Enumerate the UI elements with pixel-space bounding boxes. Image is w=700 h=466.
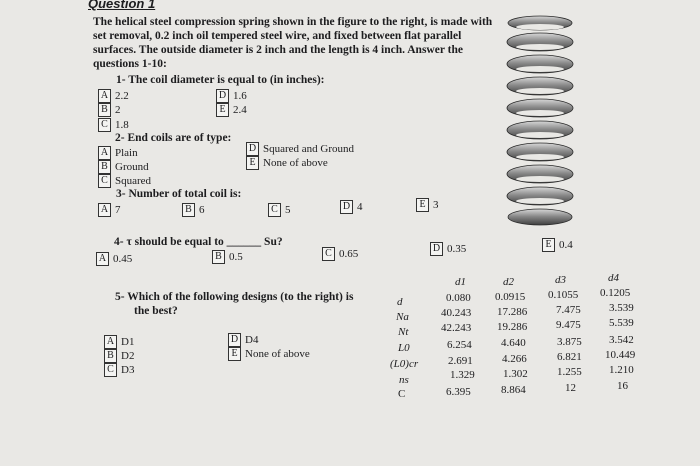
cell-d4-l0: 3.542 xyxy=(609,334,634,346)
row-label-l0cr: (L0)cr xyxy=(390,358,419,370)
q3-option-a[interactable] xyxy=(98,203,121,217)
row-label-d: d xyxy=(397,296,403,308)
cell-d3-c: 12 xyxy=(565,382,576,394)
q5-option-e[interactable] xyxy=(228,347,310,361)
q5-option-a-key: A xyxy=(104,335,117,349)
q2-option-b-value: Ground xyxy=(115,161,149,173)
q5-option-d-value: D4 xyxy=(245,334,259,346)
q5-option-b-value: D2 xyxy=(121,350,135,362)
q4-blank: ______ xyxy=(226,236,262,248)
q2-option-e[interactable] xyxy=(246,156,328,170)
q2-option-d-key: D xyxy=(246,142,259,156)
q3-option-a-value: 7 xyxy=(115,204,121,216)
q4-question: 4- τ should be equal to xyxy=(114,236,224,248)
q5-text-line1: 5- Which of the following designs (to the right) is xyxy=(115,291,354,303)
q4-option-d-value: 0.35 xyxy=(447,243,467,255)
q1-option-c-value: 1.8 xyxy=(115,119,129,131)
q4-option-b[interactable] xyxy=(212,250,243,264)
q2-option-e-key: E xyxy=(246,156,259,170)
q4-option-c-value: 0.65 xyxy=(339,248,359,260)
q1-option-c-key: C xyxy=(98,118,111,132)
q4-option-e[interactable] xyxy=(542,238,573,252)
row-label-l0: L0 xyxy=(398,342,410,354)
q4-option-a-value: 0.45 xyxy=(113,253,133,265)
q3-option-c-key: C xyxy=(268,203,281,217)
q5-option-b-key: B xyxy=(104,349,117,363)
q5-option-b[interactable] xyxy=(104,349,134,363)
q3-option-c-value: 5 xyxy=(285,204,291,216)
q3-option-d-value: 4 xyxy=(357,201,363,213)
cell-d2-nt: 19.286 xyxy=(497,321,528,333)
q2-option-d-value: Squared and Ground xyxy=(263,143,355,155)
cell-d4-nt: 5.539 xyxy=(609,317,634,329)
cell-d4-c: 16 xyxy=(617,380,628,392)
q3-option-a-key: A xyxy=(98,203,111,217)
q4-option-e-key: E xyxy=(542,238,555,252)
q5-option-d[interactable] xyxy=(228,333,258,347)
q2-option-c-value: Squared xyxy=(115,175,152,187)
q2-option-e-value: None of above xyxy=(263,157,328,169)
header-d2: d2 xyxy=(503,276,514,288)
cell-d3-l0cr: 6.821 xyxy=(557,351,582,363)
q5-text-line2: the best? xyxy=(134,305,178,317)
q2-option-a[interactable] xyxy=(98,146,138,160)
q4-text xyxy=(114,236,283,248)
q2-option-a-key: A xyxy=(98,146,111,160)
cell-d1-c: 6.395 xyxy=(446,386,471,398)
row-label-ns: ns xyxy=(399,374,409,386)
cell-d2-l0: 4.640 xyxy=(501,337,526,349)
header-d3: d3 xyxy=(555,274,566,286)
cell-d1-l0cr: 2.691 xyxy=(448,355,473,367)
q4-tail: Su? xyxy=(264,236,283,248)
q1-option-e[interactable] xyxy=(216,103,247,117)
cell-d3-d: 0.1055 xyxy=(548,289,579,301)
q3-option-d[interactable] xyxy=(340,200,363,214)
q4-option-a[interactable] xyxy=(96,252,132,266)
q1-option-b[interactable] xyxy=(98,103,121,117)
q1-option-c[interactable] xyxy=(98,118,129,132)
q5-option-a-value: D1 xyxy=(121,336,135,348)
q5-option-e-value: None of above xyxy=(245,348,310,360)
q3-option-b-value: 6 xyxy=(199,204,205,216)
q1-option-a-value: 2.2 xyxy=(115,90,129,102)
q2-option-b-key: B xyxy=(98,160,111,174)
q2-option-c-key: C xyxy=(98,174,111,188)
cell-d2-l0cr: 4.266 xyxy=(502,353,527,365)
q1-option-b-value: 2 xyxy=(115,104,121,116)
q4-option-e-value: 0.4 xyxy=(559,239,573,251)
q3-option-b-key: B xyxy=(182,203,195,217)
q4-option-b-value: 0.5 xyxy=(229,251,243,263)
q1-option-a[interactable] xyxy=(98,89,129,103)
cell-d4-l0cr: 10.449 xyxy=(605,349,636,361)
q5-option-d-key: D xyxy=(228,333,241,347)
q1-option-a-key: A xyxy=(98,89,111,103)
question-title: Question 1 xyxy=(88,0,156,11)
q3-option-e[interactable] xyxy=(416,198,439,212)
row-label-c: C xyxy=(398,388,406,400)
cell-d2-c: 8.864 xyxy=(501,384,526,396)
cell-d1-nt: 42.243 xyxy=(441,322,472,334)
q1-option-e-key: E xyxy=(216,103,229,117)
q4-option-c[interactable] xyxy=(322,247,358,261)
row-label-na: Na xyxy=(396,311,409,323)
q2-option-b[interactable] xyxy=(98,160,149,174)
cell-d1-d: 0.080 xyxy=(446,292,471,304)
cell-d2-ns: 1.302 xyxy=(503,368,528,380)
cell-d3-l0: 3.875 xyxy=(557,336,582,348)
cell-d3-ns: 1.255 xyxy=(557,366,582,378)
cell-d1-ns: 1.329 xyxy=(450,369,475,381)
header-d4: d4 xyxy=(608,272,619,284)
cell-d4-ns: 1.210 xyxy=(609,364,634,376)
row-label-nt: Nt xyxy=(398,326,409,338)
q1-option-d[interactable] xyxy=(216,89,247,103)
q4-option-a-key: A xyxy=(96,252,109,266)
q4-option-d[interactable] xyxy=(430,242,466,256)
intro-paragraph: The helical steel compression spring shown in the figure to the right, is made with set removal, 0.2 inch oil tempered steel wire, and fixed between flat parallel surfaces. The outside diameter is 2 inch and the length is 4 inch. Answer the questions 1-10: xyxy=(93,16,493,70)
q2-option-d[interactable] xyxy=(246,142,354,156)
spring-image xyxy=(505,15,575,235)
q5-option-c-key: C xyxy=(104,363,117,377)
q1-option-b-key: B xyxy=(98,103,111,117)
q3-option-d-key: D xyxy=(340,200,353,214)
q1-option-d-value: 1.6 xyxy=(233,90,247,102)
q5-option-c-value: D3 xyxy=(121,364,135,376)
header-d1: d1 xyxy=(455,276,466,288)
q1-text: 1- The coil diameter is equal to (in inches): xyxy=(116,74,325,86)
q2-text: 2- End coils are of type: xyxy=(115,132,232,144)
cell-d4-na: 3.539 xyxy=(609,302,634,314)
q5-option-e-key: E xyxy=(228,347,241,361)
q5-option-a[interactable] xyxy=(104,335,134,349)
q3-text: 3- Number of total coil is: xyxy=(116,188,242,200)
q3-option-c[interactable] xyxy=(268,203,291,217)
q4-option-c-key: C xyxy=(322,247,335,261)
cell-d1-na: 40.243 xyxy=(441,307,472,319)
q1-option-d-key: D xyxy=(216,89,229,103)
cell-d1-l0: 6.254 xyxy=(447,339,472,351)
q3-option-e-key: E xyxy=(416,198,429,212)
cell-d3-nt: 9.475 xyxy=(556,319,581,331)
cell-d3-na: 7.475 xyxy=(556,304,581,316)
q5-option-c[interactable] xyxy=(104,363,134,377)
q2-option-a-value: Plain xyxy=(115,147,138,159)
cell-d2-d: 0.0915 xyxy=(495,291,526,303)
q1-option-e-value: 2.4 xyxy=(233,104,247,116)
q4-option-d-key: D xyxy=(430,242,443,256)
q3-option-b[interactable] xyxy=(182,203,205,217)
q2-option-c[interactable] xyxy=(98,174,151,188)
q4-option-b-key: B xyxy=(212,250,225,264)
cell-d4-d: 0.1205 xyxy=(600,287,631,299)
q3-option-e-value: 3 xyxy=(433,199,439,211)
cell-d2-na: 17.286 xyxy=(497,306,528,318)
